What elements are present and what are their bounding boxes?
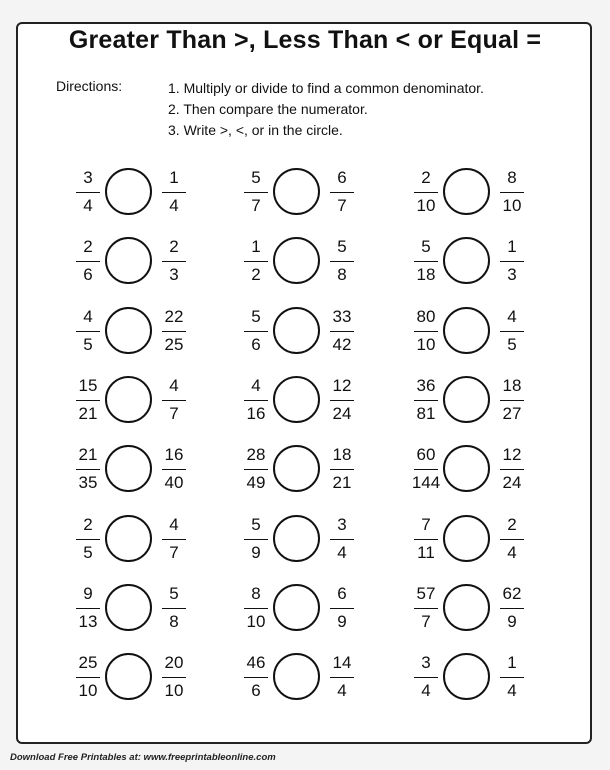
fraction-bar xyxy=(162,608,186,609)
fraction-bar xyxy=(330,400,354,401)
denominator: 9 xyxy=(507,612,517,631)
denominator: 2 xyxy=(251,265,261,284)
numerator: 5 xyxy=(251,307,261,326)
denominator: 24 xyxy=(502,473,522,492)
fraction-bar xyxy=(414,677,438,678)
answer-circle[interactable] xyxy=(443,307,490,354)
numerator: 18 xyxy=(502,376,522,395)
fraction-bar xyxy=(244,677,268,678)
comparison-problem xyxy=(72,582,192,634)
denominator: 4 xyxy=(507,681,517,700)
comparison-problem xyxy=(410,305,530,357)
answer-circle[interactable] xyxy=(443,653,490,700)
denominator: 40 xyxy=(164,473,184,492)
numerator: 36 xyxy=(416,376,436,395)
numerator: 9 xyxy=(83,584,93,603)
denominator: 5 xyxy=(83,335,93,354)
fraction-bar xyxy=(162,539,186,540)
numerator: 6 xyxy=(337,168,347,187)
denominator: 13 xyxy=(78,612,98,631)
fraction-bar xyxy=(162,261,186,262)
numerator: 20 xyxy=(164,653,184,672)
comparison-problem xyxy=(72,166,192,218)
numerator: 33 xyxy=(332,307,352,326)
numerator: 1 xyxy=(251,237,261,256)
fraction-bar xyxy=(330,539,354,540)
fraction-bar xyxy=(330,608,354,609)
denominator: 10 xyxy=(416,196,436,215)
numerator: 60 xyxy=(416,445,436,464)
numerator: 8 xyxy=(507,168,517,187)
denominator: 7 xyxy=(251,196,261,215)
fraction-bar xyxy=(500,331,524,332)
footer-credit: Download Free Printables at: www.freeprintableonline.com xyxy=(10,752,276,763)
answer-circle[interactable] xyxy=(443,168,490,215)
answer-circle[interactable] xyxy=(273,653,320,700)
answer-circle[interactable] xyxy=(443,237,490,284)
denominator: 10 xyxy=(416,335,436,354)
denominator: 7 xyxy=(169,543,179,562)
comparison-problem xyxy=(240,374,360,426)
fraction-bar xyxy=(162,400,186,401)
numerator: 3 xyxy=(337,515,347,534)
fraction-bar xyxy=(162,192,186,193)
numerator: 28 xyxy=(246,445,266,464)
denominator: 35 xyxy=(78,473,98,492)
numerator: 80 xyxy=(416,307,436,326)
answer-circle[interactable] xyxy=(273,584,320,631)
numerator: 22 xyxy=(164,307,184,326)
denominator: 4 xyxy=(421,681,431,700)
denominator: 21 xyxy=(78,404,98,423)
fraction-bar xyxy=(414,192,438,193)
fraction-bar xyxy=(76,608,100,609)
fraction-bar xyxy=(76,539,100,540)
comparison-problem xyxy=(410,651,530,703)
direction-step: 1. Multiply or divide to find a common denominator. xyxy=(168,80,484,96)
comparison-problem xyxy=(72,374,192,426)
denominator: 7 xyxy=(337,196,347,215)
directions-label: Directions: xyxy=(56,78,123,94)
numerator: 12 xyxy=(502,445,522,464)
answer-circle[interactable] xyxy=(273,307,320,354)
denominator: 10 xyxy=(502,196,522,215)
fraction-bar xyxy=(76,261,100,262)
denominator: 10 xyxy=(246,612,266,631)
answer-circle[interactable] xyxy=(105,584,152,631)
fraction-bar xyxy=(500,261,524,262)
answer-circle[interactable] xyxy=(105,376,152,423)
denominator: 4 xyxy=(337,543,347,562)
fraction-bar xyxy=(500,539,524,540)
answer-circle[interactable] xyxy=(443,515,490,562)
comparison-problem xyxy=(410,513,530,565)
denominator: 9 xyxy=(337,612,347,631)
direction-step: 3. Write >, <, or in the circle. xyxy=(168,122,343,138)
numerator: 1 xyxy=(507,653,517,672)
comparison-problem xyxy=(240,651,360,703)
fraction-bar xyxy=(244,539,268,540)
denominator: 5 xyxy=(83,543,93,562)
numerator: 14 xyxy=(332,653,352,672)
denominator: 6 xyxy=(251,335,261,354)
comparison-problem xyxy=(410,235,530,287)
denominator: 6 xyxy=(251,681,261,700)
denominator: 42 xyxy=(332,335,352,354)
fraction-bar xyxy=(330,331,354,332)
fraction-bar xyxy=(414,261,438,262)
denominator: 21 xyxy=(332,473,352,492)
fraction-bar xyxy=(76,400,100,401)
numerator: 2 xyxy=(83,515,93,534)
answer-circle[interactable] xyxy=(105,237,152,284)
fraction-bar xyxy=(244,608,268,609)
denominator: 8 xyxy=(337,265,347,284)
denominator: 11 xyxy=(417,543,435,562)
comparison-problem xyxy=(240,235,360,287)
denominator: 4 xyxy=(83,196,93,215)
denominator: 9 xyxy=(251,543,261,562)
denominator: 6 xyxy=(83,265,93,284)
worksheet-title: Greater Than >, Less Than < or Equal = xyxy=(68,26,542,54)
comparison-problem xyxy=(410,443,530,495)
fraction-bar xyxy=(414,400,438,401)
numerator: 8 xyxy=(251,584,261,603)
fraction-bar xyxy=(414,608,438,609)
fraction-bar xyxy=(330,192,354,193)
numerator: 18 xyxy=(332,445,352,464)
denominator: 16 xyxy=(246,404,266,423)
answer-circle[interactable] xyxy=(273,168,320,215)
denominator: 8 xyxy=(169,612,179,631)
denominator: 7 xyxy=(169,404,179,423)
numerator: 3 xyxy=(421,653,431,672)
answer-circle[interactable] xyxy=(105,653,152,700)
answer-circle[interactable] xyxy=(443,584,490,631)
answer-circle[interactable] xyxy=(273,445,320,492)
answer-circle[interactable] xyxy=(105,515,152,562)
comparison-problem xyxy=(72,513,192,565)
denominator: 3 xyxy=(169,265,179,284)
comparison-problem xyxy=(240,305,360,357)
fraction-bar xyxy=(162,469,186,470)
fraction-bar xyxy=(414,539,438,540)
fraction-bar xyxy=(500,400,524,401)
fraction-bar xyxy=(330,469,354,470)
numerator: 2 xyxy=(169,237,179,256)
comparison-problem xyxy=(410,166,530,218)
numerator: 4 xyxy=(169,376,179,395)
denominator: 3 xyxy=(507,265,517,284)
fraction-bar xyxy=(500,677,524,678)
numerator: 1 xyxy=(169,168,179,187)
fraction-bar xyxy=(414,469,438,470)
comparison-problem xyxy=(410,582,530,634)
comparison-problem xyxy=(240,513,360,565)
numerator: 25 xyxy=(78,653,98,672)
answer-circle[interactable] xyxy=(443,376,490,423)
denominator: 4 xyxy=(337,681,347,700)
comparison-problem xyxy=(410,374,530,426)
direction-step: 2. Then compare the numerator. xyxy=(168,101,368,117)
numerator: 57 xyxy=(416,584,436,603)
fraction-bar xyxy=(76,677,100,678)
numerator: 46 xyxy=(246,653,266,672)
numerator: 2 xyxy=(507,515,517,534)
fraction-bar xyxy=(414,331,438,332)
numerator: 2 xyxy=(421,168,431,187)
denominator: 49 xyxy=(246,473,266,492)
numerator: 15 xyxy=(78,376,98,395)
fraction-bar xyxy=(76,192,100,193)
answer-circle[interactable] xyxy=(105,445,152,492)
numerator: 1 xyxy=(507,237,517,256)
comparison-problem xyxy=(72,305,192,357)
denominator: 24 xyxy=(332,404,352,423)
answer-circle[interactable] xyxy=(105,307,152,354)
fraction-bar xyxy=(244,469,268,470)
fraction-bar xyxy=(244,261,268,262)
numerator: 12 xyxy=(332,376,352,395)
comparison-problem xyxy=(72,443,192,495)
denominator: 25 xyxy=(164,335,184,354)
answer-circle[interactable] xyxy=(273,376,320,423)
comparison-problem xyxy=(240,582,360,634)
denominator: 18 xyxy=(416,265,436,284)
fraction-bar xyxy=(244,192,268,193)
fraction-bar xyxy=(244,400,268,401)
comparison-problem xyxy=(72,651,192,703)
denominator: 144 xyxy=(411,473,441,492)
numerator: 21 xyxy=(78,445,98,464)
denominator: 10 xyxy=(78,681,98,700)
numerator: 5 xyxy=(169,584,179,603)
numerator: 5 xyxy=(337,237,347,256)
fraction-bar xyxy=(500,469,524,470)
numerator: 4 xyxy=(83,307,93,326)
comparison-problem xyxy=(72,235,192,287)
numerator: 2 xyxy=(83,237,93,256)
answer-circle[interactable] xyxy=(105,168,152,215)
fraction-bar xyxy=(500,608,524,609)
numerator: 5 xyxy=(421,237,431,256)
fraction-bar xyxy=(162,677,186,678)
denominator: 4 xyxy=(507,543,517,562)
fraction-bar xyxy=(330,261,354,262)
denominator: 10 xyxy=(164,681,184,700)
numerator: 3 xyxy=(83,168,93,187)
fraction-bar xyxy=(76,469,100,470)
numerator: 4 xyxy=(507,307,517,326)
numerator: 4 xyxy=(251,376,261,395)
comparison-problem xyxy=(240,166,360,218)
numerator: 7 xyxy=(421,515,431,534)
numerator: 4 xyxy=(169,515,179,534)
numerator: 5 xyxy=(251,515,261,534)
fraction-bar xyxy=(76,331,100,332)
answer-circle[interactable] xyxy=(443,445,490,492)
fraction-bar xyxy=(244,331,268,332)
comparison-problem xyxy=(240,443,360,495)
answer-circle[interactable] xyxy=(273,515,320,562)
denominator: 4 xyxy=(169,196,179,215)
fraction-bar xyxy=(330,677,354,678)
numerator: 6 xyxy=(337,584,347,603)
fraction-bar xyxy=(500,192,524,193)
denominator: 7 xyxy=(421,612,431,631)
fraction-bar xyxy=(162,331,186,332)
answer-circle[interactable] xyxy=(273,237,320,284)
numerator: 16 xyxy=(164,445,184,464)
numerator: 5 xyxy=(251,168,261,187)
denominator: 5 xyxy=(507,335,517,354)
denominator: 81 xyxy=(416,404,436,423)
denominator: 27 xyxy=(502,404,522,423)
numerator: 62 xyxy=(502,584,522,603)
